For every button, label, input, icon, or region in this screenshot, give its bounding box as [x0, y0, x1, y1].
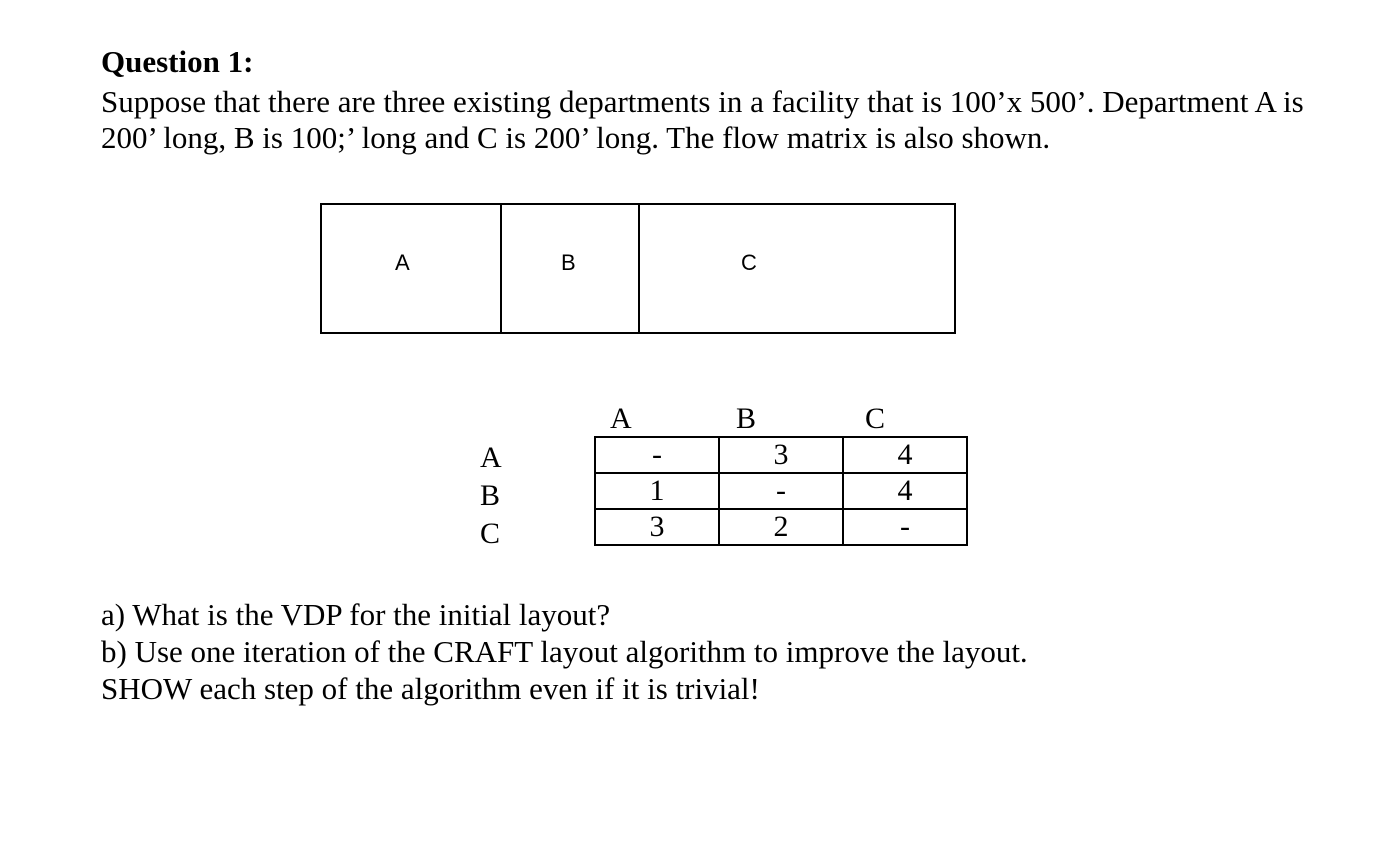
matrix-cell: 4 — [843, 473, 967, 509]
table-row — [595, 509, 967, 545]
matrix-cell: 2 — [719, 509, 843, 545]
matrix-col-header-b: B — [736, 402, 757, 435]
question-title: Question 1: — [101, 44, 254, 79]
intro-line-2: 200’ long, B is 100;’ long and C is 200’ long. The flow matrix is also shown. — [101, 120, 1051, 155]
matrix-col-header-a: A — [610, 402, 632, 435]
facility-layout-diagram — [320, 203, 956, 334]
matrix-cell: 3 — [719, 437, 843, 473]
table-row — [595, 473, 967, 509]
part-b-text: b) Use one iteration of the CRAFT layout algorithm to improve the layout. — [101, 634, 1028, 669]
part-b-note: SHOW each step of the algorithm even if it is trivial! — [101, 671, 760, 706]
matrix-row-header-b: B — [480, 479, 501, 512]
matrix-cell: 3 — [595, 509, 719, 545]
table-row — [595, 437, 967, 473]
matrix-col-header-c: C — [865, 402, 886, 435]
matrix-cell: 4 — [843, 437, 967, 473]
department-b-label: B — [561, 250, 576, 275]
matrix-row-header-a: A — [480, 441, 502, 474]
matrix-cell: - — [595, 437, 719, 473]
flow-matrix-table — [594, 436, 968, 546]
intro-line-1: Suppose that there are three existing departments in a facility that is 100’x 500’. Department A is — [101, 84, 1304, 119]
department-b-block — [502, 205, 640, 332]
department-c-label: C — [741, 250, 757, 275]
question-parts — [101, 596, 1028, 707]
matrix-row-header-c: C — [480, 517, 501, 550]
department-c-block — [640, 205, 954, 332]
question-intro — [101, 84, 1371, 156]
part-a-text: a) What is the VDP for the initial layout? — [101, 597, 611, 632]
matrix-cell: - — [719, 473, 843, 509]
matrix-cell: - — [843, 509, 967, 545]
department-a-block — [322, 205, 502, 332]
matrix-cell: 1 — [595, 473, 719, 509]
department-a-label: A — [395, 250, 410, 275]
